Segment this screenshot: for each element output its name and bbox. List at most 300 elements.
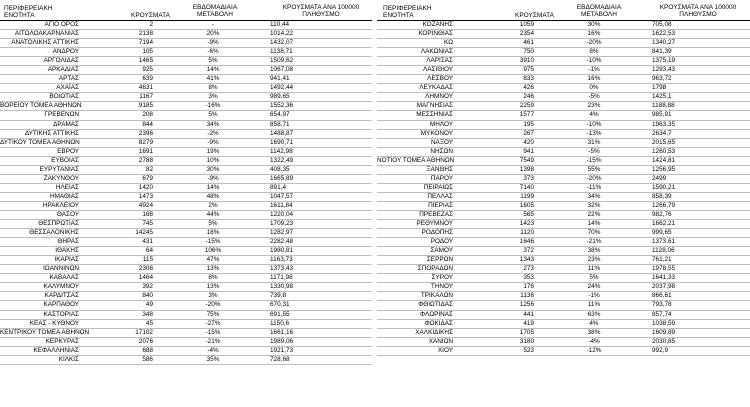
cell-region: ΜΑΓΝΗΣΙΑΣ — [416, 102, 453, 110]
cell-cases: 4924 — [138, 201, 153, 209]
cell-per-100k: 1330,98 — [270, 283, 294, 291]
cell-cases: 1136 — [520, 292, 534, 300]
cell-region: ΔΥΤΙΚΟΥ ΤΟΜΕΑ ΑΘΗΝΩΝ — [0, 138, 80, 146]
cell-weekly-change: 35% — [206, 355, 220, 363]
cell-weekly-change: 41% — [206, 75, 220, 83]
cell-weekly-change: -5% — [588, 147, 600, 155]
cell-cases: 975 — [523, 66, 534, 74]
table-row — [0, 139, 372, 148]
cell-weekly-change: 5% — [208, 111, 218, 119]
cell-per-100k: 1150,6 — [270, 319, 290, 327]
cell-cases: 45 — [145, 319, 153, 327]
table-row — [0, 48, 372, 57]
cell-region: ΠΕΙΡΑΙΩΣ — [423, 183, 453, 191]
cell-cases: 586 — [142, 355, 153, 363]
cell-weekly-change: 63% — [587, 310, 601, 318]
cell-weekly-change: -1% — [588, 66, 600, 74]
cell-per-100k: 728,68 — [270, 355, 290, 363]
cell-weekly-change: 23% — [587, 102, 601, 110]
cell-cases: 833 — [523, 75, 534, 83]
cell-weekly-change: 11% — [587, 301, 601, 309]
cell-cases: 267 — [523, 129, 534, 137]
cell-weekly-change: 16% — [587, 30, 601, 38]
cell-cases: 2138 — [138, 30, 153, 38]
cell-cases: 246 — [523, 93, 534, 101]
table-row — [377, 202, 750, 211]
cell-per-100k: 1138,71 — [270, 48, 293, 56]
cell-cases: 925 — [142, 66, 153, 74]
cell-region: ΡΕΘΥΜΝΟΥ — [416, 220, 453, 228]
cell-cases: 840 — [142, 292, 153, 300]
cell-cases: 1577 — [519, 111, 534, 119]
cell-per-100k: 1067,08 — [270, 66, 294, 74]
table-row — [0, 202, 372, 211]
cell-region: ΙΚΑΡΙΑΣ — [54, 256, 79, 264]
cell-weekly-change: 0% — [589, 84, 599, 92]
cell-cases: 392 — [142, 283, 153, 291]
table-row — [377, 21, 750, 30]
cell-weekly-change: -20% — [586, 174, 602, 182]
cell-cases: 2354 — [519, 30, 534, 38]
table-row — [0, 311, 372, 320]
cell-cases: 17102 — [135, 328, 153, 336]
cell-per-100k: 1142,98 — [270, 147, 293, 155]
cell-weekly-change: -2% — [207, 129, 219, 137]
cell-per-100k: 963,72 — [652, 75, 672, 83]
cell-per-100k: 1038,59 — [652, 319, 676, 327]
cases-table-right — [377, 0, 750, 356]
cell-weekly-change: 30% — [206, 165, 220, 173]
cell-cases: 1705 — [519, 328, 534, 336]
cell-per-100k: 989,65 — [270, 93, 290, 101]
cell-weekly-change: 18% — [206, 229, 220, 237]
cell-weekly-change: -21% — [205, 337, 221, 345]
cell-per-100k: 841,39 — [652, 48, 672, 56]
table-row — [377, 229, 750, 238]
cell-cases: 426 — [523, 84, 534, 92]
cell-weekly-change: 13% — [206, 265, 220, 273]
cell-cases: 1059 — [519, 21, 534, 28]
table-row — [0, 329, 372, 338]
cell-per-100k: 670,31 — [270, 301, 290, 309]
cell-weekly-change: 32% — [587, 201, 601, 209]
cell-cases: 679 — [142, 174, 153, 182]
table-row — [0, 301, 372, 310]
cell-weekly-change: -10% — [586, 120, 602, 128]
cell-per-100k: 1256,95 — [652, 165, 676, 173]
cell-weekly-change: -9% — [207, 138, 219, 146]
cell-per-100k: 2634,7 — [652, 129, 672, 137]
table-row — [0, 292, 372, 301]
table-row — [0, 229, 372, 238]
cell-cases: 1464 — [138, 274, 153, 282]
cell-region: ΛΑΚΩΝΙΑΣ — [420, 48, 453, 56]
cell-weekly-change: 11% — [587, 265, 601, 273]
table-row — [377, 320, 750, 329]
cell-per-100k: 858,71 — [270, 120, 290, 128]
table-row — [377, 211, 750, 220]
cell-region: ΕΥΡΥΤΑΝΙΑΣ — [39, 165, 79, 173]
cell-cases: 1605 — [519, 201, 534, 209]
table-body — [377, 21, 750, 356]
table-row — [377, 256, 750, 265]
cell-weekly-change: 14% — [206, 183, 220, 191]
table-row — [0, 347, 372, 356]
cell-weekly-change: -1% — [588, 292, 600, 300]
cell-per-100k: 1590,21 — [652, 183, 676, 191]
cell-cases: 3910 — [519, 57, 534, 65]
cell-weekly-change: 23% — [587, 256, 601, 264]
table-row — [377, 338, 750, 347]
cell-region: ΧΑΝΙΩΝ — [428, 337, 453, 345]
cell-cases: 1423 — [519, 220, 534, 228]
table-row — [0, 148, 372, 157]
cell-per-100k: 1293,43 — [652, 66, 676, 74]
cell-weekly-change: 10% — [206, 156, 220, 164]
cell-cases: 208 — [142, 111, 153, 119]
cell-weekly-change: 14% — [587, 220, 601, 228]
table-row — [0, 338, 372, 347]
cell-per-100k: 1424,81 — [652, 156, 676, 164]
cell-cases: 1167 — [139, 93, 153, 101]
cell-cases: 82 — [145, 165, 153, 173]
cell-weekly-change: -20% — [586, 39, 602, 47]
cell-per-100k: 2282,48 — [270, 238, 294, 246]
table-row — [377, 193, 750, 202]
cell-weekly-change: 75% — [206, 310, 220, 318]
cell-per-100k: 739,8 — [270, 292, 286, 300]
cell-weekly-change: -4% — [588, 337, 600, 345]
cell-cases: 419 — [523, 319, 534, 327]
cell-weekly-change: -15% — [205, 238, 221, 246]
cell-region: ΑΓΙΟ ΟΡΟΣ — [44, 21, 79, 28]
cell-per-100k: 761,21 — [652, 256, 672, 264]
cell-region: ΚΩ — [443, 39, 453, 47]
cell-per-100k: 992,9 — [652, 346, 668, 354]
cell-weekly-change: 3% — [208, 292, 218, 300]
table-row — [377, 139, 750, 148]
cell-region: ΡΟΔΟΥ — [430, 238, 453, 246]
cell-cases: 523 — [523, 346, 534, 354]
cell-per-100k: 2030,85 — [652, 337, 676, 345]
cell-per-100k: 1432,07 — [270, 39, 294, 47]
table-row — [377, 148, 750, 157]
cell-cases: 1120 — [520, 229, 534, 237]
cell-weekly-change: 20% — [206, 30, 220, 38]
cell-cases: 105 — [142, 48, 153, 56]
table-row — [0, 130, 372, 139]
cell-weekly-change: 16% — [587, 75, 601, 83]
cell-cases: 1691 — [138, 147, 153, 155]
cell-weekly-change: -5% — [588, 93, 600, 101]
cell-per-100k: 110,44 — [270, 21, 290, 28]
cell-per-100k: 1622,53 — [652, 30, 676, 38]
cell-region: ΚΕΝΤΡΙΚΟΥ ΤΟΜΕΑ ΑΘΗΝΩΝ — [0, 328, 90, 336]
cell-cases: 745 — [142, 220, 153, 228]
table-row — [377, 57, 750, 66]
cell-per-100k: 891,4 — [270, 183, 286, 191]
cell-region: ΦΛΩΡΙΝΑΣ — [419, 310, 453, 318]
cell-per-100k: 1690,71 — [270, 138, 294, 146]
cell-region: ΡΟΔΟΠΗΣ — [421, 229, 453, 237]
table-row — [0, 57, 372, 66]
cell-weekly-change: 47% — [206, 256, 220, 264]
table-row — [0, 193, 372, 202]
table-row — [0, 274, 372, 283]
cell-region: ΚΑΒΑΛΑΣ — [49, 274, 79, 282]
cell-cases: 941 — [523, 147, 534, 155]
cell-region: ΖΑΚΥΝΘΟΥ — [43, 174, 79, 182]
cell-region: ΛΑΣΙΘΙΟΥ — [422, 66, 453, 74]
table-row — [0, 121, 372, 130]
cell-weekly-change: 34% — [587, 192, 601, 200]
table-row — [0, 175, 372, 184]
cell-cases: 639 — [142, 75, 153, 83]
table-row — [0, 75, 372, 84]
cell-region: ΙΘΑΚΗΣ — [55, 247, 79, 255]
cell-region: ΚΕΑΣ - ΚΥΘΝΟΥ — [29, 319, 79, 327]
cell-per-100k: 1163,73 — [270, 256, 293, 264]
cell-region: ΑΧΑΪΑΣ — [56, 84, 79, 92]
cell-cases: 1343 — [519, 256, 534, 264]
cell-cases: 2 — [149, 21, 153, 28]
cell-per-100k: 654,97 — [270, 111, 290, 119]
cell-region: ΑΡΤΑΣ — [58, 75, 79, 83]
cell-cases: 64 — [145, 247, 153, 255]
cell-per-100k: 1552,36 — [270, 102, 294, 110]
cell-per-100k: 1963,35 — [652, 120, 676, 128]
cell-cases: 1473 — [138, 192, 153, 200]
cell-region: ΚΑΡΠΑΘΟΥ — [43, 301, 79, 309]
cell-region: ΑΙΤΩΛΟΑΚΑΡΝΑΝΙΑΣ — [14, 30, 79, 38]
cell-region: ΚΟΖΑΝΗΣ — [422, 21, 453, 28]
table-row — [0, 30, 372, 39]
cell-weekly-change: -4% — [207, 346, 219, 354]
table-row — [0, 166, 372, 175]
cell-per-100k: 1488,87 — [270, 129, 294, 137]
cell-cases: 176 — [523, 283, 534, 291]
cell-per-100k: 866,61 — [652, 292, 672, 300]
cell-region: ΠΡΕΒΕΖΑΣ — [419, 210, 453, 218]
cell-weekly-change: 48% — [206, 192, 220, 200]
cell-region: ΣΥΡΟΥ — [431, 274, 453, 282]
table-row — [377, 48, 750, 57]
cell-per-100k: 2499 — [652, 174, 667, 182]
cell-region: ΦΘΙΩΤΙΔΑΣ — [418, 301, 453, 309]
cell-weekly-change: 19% — [206, 147, 220, 155]
cell-region: ΣΑΜΟΥ — [430, 247, 453, 255]
cell-cases: 1398 — [519, 165, 534, 173]
cell-cases: 1256 — [519, 301, 534, 309]
cell-per-100k: 1661,16 — [270, 328, 294, 336]
cell-weekly-change: -20% — [205, 301, 221, 309]
table-row — [377, 84, 750, 93]
cell-per-100k: 941,41 — [270, 75, 290, 83]
table-row — [377, 39, 750, 48]
cell-region: ΚΟΡΙΝΘΙΑΣ — [418, 30, 453, 38]
cell-weekly-change: 106% — [204, 247, 222, 255]
table-row — [0, 21, 372, 30]
cell-cases: 49 — [145, 301, 153, 309]
header-per-100k: ΚΡΟΥΣΜΑΤΑ ΑΝΑ 100000 ΠΛΗΘΥΣΜΟ — [659, 4, 737, 18]
cell-cases: 441 — [523, 310, 534, 318]
table-row — [377, 265, 750, 274]
cell-weekly-change: 3% — [208, 93, 218, 101]
cell-weekly-change: 2% — [208, 201, 218, 209]
cell-per-100k: 1375,19 — [652, 57, 676, 65]
cell-cases: 461 — [523, 39, 534, 47]
table-row — [377, 93, 750, 102]
table-row — [0, 265, 372, 274]
cell-cases: 1465 — [138, 57, 153, 65]
table-row — [377, 184, 750, 193]
cell-weekly-change: 34% — [206, 120, 220, 128]
cell-cases: 431 — [142, 238, 153, 246]
cell-weekly-change: -10% — [586, 57, 602, 65]
cell-cases: 348 — [142, 310, 153, 318]
cell-region: ΠΕΛΛΑΣ — [427, 192, 453, 200]
cell-region: ΑΡΚΑΔΙΑΣ — [47, 66, 79, 74]
cell-cases: 2396 — [138, 129, 153, 137]
table-row — [0, 102, 372, 111]
cell-region: ΑΝΑΤΟΛΙΚΗΣ ΑΤΤΙΚΗΣ — [11, 39, 79, 47]
cell-per-100k: 793,78 — [652, 301, 672, 309]
cell-weekly-change: -12% — [586, 346, 602, 354]
cell-cases: 14245 — [135, 229, 153, 237]
cell-per-100k: 1609,89 — [652, 328, 676, 336]
cell-per-100k: 1188,88 — [652, 102, 675, 110]
cell-region: ΤΡΙΚΑΛΩΝ — [420, 292, 453, 300]
cell-weekly-change: 38% — [587, 247, 601, 255]
cell-per-100k: 1373,61 — [652, 238, 676, 246]
cell-per-100k: 1260,53 — [652, 147, 676, 155]
cell-weekly-change: -16% — [205, 102, 221, 110]
cell-per-100k: 1266,79 — [652, 201, 676, 209]
cell-cases: 750 — [523, 48, 534, 56]
cell-per-100k: 858,39 — [652, 192, 672, 200]
cell-per-100k: 1282,97 — [270, 229, 294, 237]
cell-weekly-change: 22% — [587, 210, 601, 218]
cell-region: ΚΕΡΚΥΡΑΣ — [45, 337, 79, 345]
table-row — [0, 320, 372, 329]
cell-weekly-change: 8% — [208, 84, 218, 92]
cell-weekly-change: - — [211, 21, 215, 28]
cell-cases: 7140 — [519, 183, 534, 191]
header-region: ΠΕΡΙΦΕΡΕΙΑΚΗ ΕΝΟΤΗΤΑ — [4, 5, 53, 19]
cell-cases: 2076 — [138, 337, 153, 345]
table-row — [377, 238, 750, 247]
cell-per-100k: 1921,73 — [270, 346, 294, 354]
cell-region: ΔΡΑΜΑΣ — [53, 120, 79, 128]
cell-per-100k: 1665,89 — [270, 174, 294, 182]
cell-weekly-change: 14% — [206, 66, 220, 74]
cell-weekly-change: -11% — [586, 183, 602, 191]
cell-cases: 195 — [523, 120, 534, 128]
cell-per-100k: 1611,84 — [270, 201, 293, 209]
cell-cases: 688 — [142, 346, 153, 354]
cell-region: ΓΡΕΒΕΝΩΝ — [44, 111, 79, 119]
cell-region: ΒΟΡΕΙΟΥ ΤΟΜΕΑ ΑΘΗΝΩΝ — [0, 102, 82, 110]
cell-cases: 844 — [142, 120, 153, 128]
cell-per-100k: 1047,57 — [270, 192, 294, 200]
cell-region: ΕΥΒΟΙΑΣ — [51, 156, 79, 164]
table-row — [377, 329, 750, 338]
table-row — [377, 130, 750, 139]
table-row — [0, 66, 372, 75]
header-region: ΠΕΡΙΦΕΡΕΙΑΚΗ ΕΝΟΤΗΤΑ — [383, 5, 432, 19]
cell-per-100k: 985,91 — [652, 111, 672, 119]
cell-region: ΜΗΛΟΥ — [429, 120, 453, 128]
cell-cases: 115 — [142, 256, 153, 264]
table-header — [0, 0, 372, 21]
table-row — [0, 220, 372, 229]
cell-region: ΣΠΟΡΑΔΩΝ — [417, 265, 453, 273]
cell-cases: 1420 — [138, 183, 153, 191]
cell-per-100k: 1128,06 — [652, 247, 675, 255]
cell-region: ΝΗΣΩΝ — [430, 147, 453, 155]
cell-region: ΝΟΤΙΟΥ ΤΟΜΕΑ ΑΘΗΝΩΝ — [377, 156, 455, 164]
cell-per-100k: 2037,98 — [652, 283, 676, 291]
cell-cases: 9185 — [138, 102, 153, 110]
cell-region: ΣΕΡΡΩΝ — [426, 256, 453, 264]
cell-region: ΛΗΜΝΟΥ — [425, 93, 453, 101]
cell-region: ΚΙΛΚΙΣ — [58, 355, 79, 363]
cell-per-100k: 1989,06 — [270, 337, 294, 345]
cell-weekly-change: 4% — [589, 319, 599, 327]
cell-region: ΜΥΚΟΝΟΥ — [420, 129, 453, 137]
cell-weekly-change: -13% — [586, 129, 602, 137]
cell-per-100k: 691,55 — [270, 310, 290, 318]
cell-region: ΛΕΣΒΟΥ — [427, 75, 453, 83]
cell-weekly-change: 31% — [587, 138, 601, 146]
cell-region: ΤΗΝΟΥ — [430, 283, 453, 291]
cell-region: ΙΩΑΝΝΙΝΩΝ — [43, 265, 79, 273]
cell-per-100k: 999,65 — [652, 229, 672, 237]
table-row — [377, 111, 750, 120]
table-row — [377, 102, 750, 111]
cell-per-100k: 1220,04 — [270, 210, 294, 218]
table-row — [0, 157, 372, 166]
cell-per-100k: 1980,81 — [270, 247, 294, 255]
cell-region: ΛΑΡΙΣΑΣ — [426, 57, 453, 65]
cell-region: ΝΑΞΟΥ — [430, 138, 453, 146]
table-row — [0, 184, 372, 193]
table-header — [377, 0, 750, 21]
cell-region: ΞΑΝΘΗΣ — [426, 165, 453, 173]
table-row — [0, 238, 372, 247]
cell-per-100k: 1798 — [652, 84, 667, 92]
header-cases: ΚΡΟΥΣΜΑΤΑ — [515, 12, 554, 19]
cell-region: ΔΥΤΙΚΗΣ ΑΤΤΙΚΗΣ — [24, 129, 79, 137]
table-row — [0, 84, 372, 93]
cell-per-100k: 1373,43 — [270, 265, 294, 273]
cell-cases: 168 — [142, 210, 153, 218]
table-row — [377, 166, 750, 175]
cell-per-100k: 1171,98 — [270, 274, 293, 282]
cell-per-100k: 1641,33 — [652, 274, 676, 282]
cell-per-100k: 857,74 — [652, 310, 672, 318]
cell-region: ΘΕΣΣΑΛΟΝΙΚΗΣ — [29, 229, 79, 237]
table-row — [377, 311, 750, 320]
table-row — [377, 75, 750, 84]
table-row — [377, 247, 750, 256]
cell-region: ΘΗΡΑΣ — [57, 238, 79, 246]
cell-region: ΛΕΥΚΑΔΑΣ — [419, 84, 453, 92]
cell-per-100k: 1978,55 — [652, 265, 676, 273]
header-per-100k: ΚΡΟΥΣΜΑΤΑ ΑΝΑ 100000 ΠΛΗΘΥΣΜΟ — [282, 4, 360, 18]
cell-cases: 4631 — [138, 84, 153, 92]
cell-cases: 372 — [523, 247, 534, 255]
